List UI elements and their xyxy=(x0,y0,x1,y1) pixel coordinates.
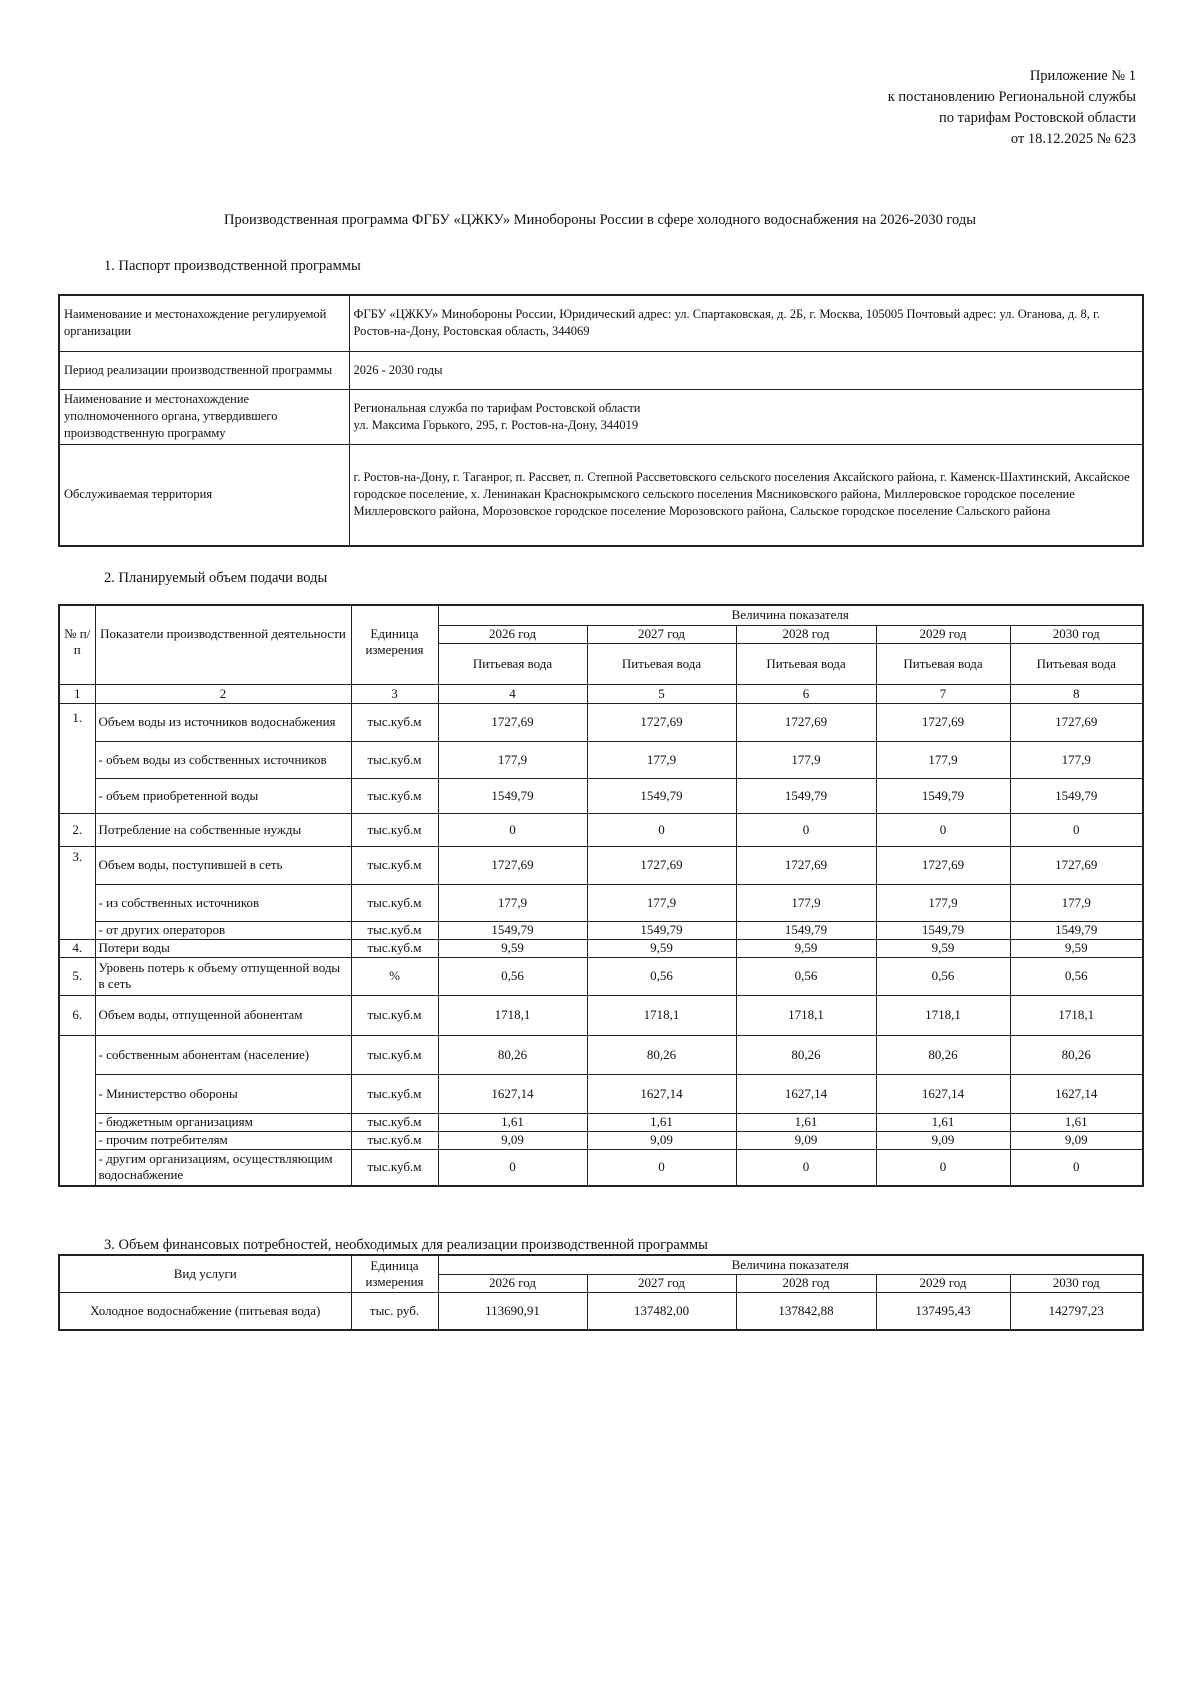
value-cell: 1549,79 xyxy=(736,778,876,813)
document-title: Производственная программа ФГБУ «ЦЖКУ» Минобороны России в сфере холодного водоснабжения на 2026-2030 годы xyxy=(224,212,976,228)
year-cell: 2026 год xyxy=(438,625,587,643)
table-row xyxy=(59,1149,1143,1186)
passport-row xyxy=(59,295,1143,351)
value-cell: 0 xyxy=(438,813,587,846)
value-cell: 1718,1 xyxy=(587,995,736,1035)
table-row xyxy=(59,957,1143,995)
row-unit: % xyxy=(351,957,438,995)
value-cell: 0,56 xyxy=(1010,957,1143,995)
row-label: Объем воды из источников водоснабжения xyxy=(95,703,351,741)
service-name: Холодное водоснабжение (питьевая вода) xyxy=(59,1292,351,1330)
column-number: 7 xyxy=(876,684,1010,703)
passport-row xyxy=(59,444,1143,546)
year-cell: 2028 год xyxy=(736,1274,876,1292)
value-cell: 1627,14 xyxy=(1010,1074,1143,1113)
value-cell: 0,56 xyxy=(876,957,1010,995)
value-cell: 0,56 xyxy=(736,957,876,995)
passport-value: 2026 - 2030 годы xyxy=(349,351,1143,389)
value-cell: 0 xyxy=(876,813,1010,846)
row-label: - прочим потребителям xyxy=(95,1131,351,1149)
value-cell: 9,59 xyxy=(876,939,1010,957)
row-number: 2. xyxy=(59,813,95,846)
header-no: № п/п xyxy=(59,605,95,684)
value-cell: 1727,69 xyxy=(736,703,876,741)
value-cell: 1549,79 xyxy=(587,778,736,813)
value-cell: 177,9 xyxy=(736,884,876,921)
table-row xyxy=(59,1131,1143,1149)
row-unit: тыс.куб.м xyxy=(351,778,438,813)
value-cell: 0 xyxy=(736,1149,876,1186)
service-unit: тыс. руб. xyxy=(351,1292,438,1330)
table-row xyxy=(59,1074,1143,1113)
value-cell: 0 xyxy=(1010,1149,1143,1186)
value-cell: 80,26 xyxy=(1010,1035,1143,1074)
appendix-line-3: по тарифам Ростовской области xyxy=(939,110,1136,126)
value-cell: 1549,79 xyxy=(876,778,1010,813)
value-cell: 1727,69 xyxy=(1010,703,1143,741)
row-label: Потребление на собственные нужды xyxy=(95,813,351,846)
value-cell: 1627,14 xyxy=(876,1074,1010,1113)
passport-row xyxy=(59,351,1143,389)
value-cell: 1718,1 xyxy=(438,995,587,1035)
value-cell: 1718,1 xyxy=(1010,995,1143,1035)
row-unit: тыс.куб.м xyxy=(351,939,438,957)
row-unit: тыс.куб.м xyxy=(351,1131,438,1149)
table-row xyxy=(59,1113,1143,1131)
value-cell: 0 xyxy=(587,813,736,846)
value-cell: 137482,00 xyxy=(587,1292,736,1330)
value-cell: 1549,79 xyxy=(1010,921,1143,939)
year-cell: 2027 год xyxy=(587,625,736,643)
appendix-header xyxy=(888,66,1136,150)
appendix-line-1: Приложение № 1 xyxy=(1029,68,1136,84)
value-cell: 1718,1 xyxy=(876,995,1010,1035)
passport-label: Наименование и местонахождение регулируемой организации xyxy=(59,295,349,351)
value-cell: 1,61 xyxy=(736,1113,876,1131)
appendix-line-4: от 18.12.2025 № 623 xyxy=(1010,131,1136,147)
section-3-heading: 3. Объем финансовых потребностей, необходимых для реализации производственной программы xyxy=(104,1237,708,1253)
value-cell: 0 xyxy=(587,1149,736,1186)
row-number xyxy=(59,1035,95,1186)
row-unit: тыс.куб.м xyxy=(351,1149,438,1186)
passport-table xyxy=(58,294,1144,547)
row-label: - из собственных источников xyxy=(95,884,351,921)
value-cell: 177,9 xyxy=(438,741,587,778)
column-number: 5 xyxy=(587,684,736,703)
value-cell: 1727,69 xyxy=(876,703,1010,741)
value-cell: 177,9 xyxy=(587,884,736,921)
header-unit: Единица измерения xyxy=(351,605,438,684)
authority-address: ул. Максима Горького, 295, г. Ростов-на-Дону, 344019 xyxy=(353,417,639,432)
value-cell: 1627,14 xyxy=(736,1074,876,1113)
appendix-line-2: к постановлению Региональной службы xyxy=(887,89,1136,105)
value-cell: 1727,69 xyxy=(587,703,736,741)
year-cell: 2026 год xyxy=(438,1274,587,1292)
section-1-heading: 1. Паспорт производственной программы xyxy=(104,258,361,274)
value-cell: 1549,79 xyxy=(876,921,1010,939)
row-number: 6. xyxy=(59,995,95,1035)
value-cell: 0 xyxy=(736,813,876,846)
column-number: 6 xyxy=(736,684,876,703)
value-cell: 1,61 xyxy=(438,1113,587,1131)
passport-value: г. Ростов-на-Дону, г. Таганрог, п. Рассвет, п. Степной Рассветовского сельского поселения Аксайского района, г. Каменск-Шахтинский, Аксайское городское поселение, х. Ленинакан Краснокрымского сельского поселения Мясниковского района, Миллеровское городское поселение Миллеровского района, Морозовское городское поселение Морозовского района, Сальское городское поселение Сальского района xyxy=(349,444,1143,546)
passport-label: Наименование и местонахождение уполномоченного органа, утвердившего производственную программу xyxy=(59,389,349,444)
value-cell: 177,9 xyxy=(876,884,1010,921)
column-number: 3 xyxy=(351,684,438,703)
row-number: 1. xyxy=(59,703,95,813)
header-service: Вид услуги xyxy=(59,1255,351,1292)
column-number: 4 xyxy=(438,684,587,703)
table-row xyxy=(59,884,1143,921)
value-cell: 0,56 xyxy=(587,957,736,995)
row-label: Потери воды xyxy=(95,939,351,957)
value-cell: 1549,79 xyxy=(438,921,587,939)
row-number: 3. xyxy=(59,846,95,939)
section-2-heading: 2. Планируемый объем подачи воды xyxy=(104,570,328,586)
value-cell: 1727,69 xyxy=(736,846,876,884)
value-cell: 113690,91 xyxy=(438,1292,587,1330)
row-unit: тыс.куб.м xyxy=(351,884,438,921)
row-unit: тыс.куб.м xyxy=(351,1113,438,1131)
row-unit: тыс.куб.м xyxy=(351,846,438,884)
year-cell: 2028 год xyxy=(736,625,876,643)
value-cell: 1627,14 xyxy=(587,1074,736,1113)
water-type-cell: Питьевая вода xyxy=(587,643,736,684)
value-cell: 80,26 xyxy=(587,1035,736,1074)
row-unit: тыс.куб.м xyxy=(351,741,438,778)
row-label: - от других операторов xyxy=(95,921,351,939)
row-label: - другим организациям, осуществляющим водоснабжение xyxy=(95,1149,351,1186)
value-cell: 177,9 xyxy=(876,741,1010,778)
value-cell: 9,09 xyxy=(438,1131,587,1149)
fin-header-row xyxy=(59,1255,1143,1274)
authority-name: Региональная служба по тарифам Ростовской области xyxy=(353,400,641,415)
value-cell: 9,59 xyxy=(438,939,587,957)
value-cell: 9,09 xyxy=(587,1131,736,1149)
value-cell: 177,9 xyxy=(1010,741,1143,778)
value-cell: 9,59 xyxy=(736,939,876,957)
year-cell: 2029 год xyxy=(876,1274,1010,1292)
column-numbers-row xyxy=(59,684,1143,703)
value-cell: 177,9 xyxy=(1010,884,1143,921)
water-type-cell: Питьевая вода xyxy=(438,643,587,684)
value-cell: 0 xyxy=(438,1149,587,1186)
value-cell: 1727,69 xyxy=(587,846,736,884)
value-cell: 1549,79 xyxy=(438,778,587,813)
water-type-cell: Питьевая вода xyxy=(876,643,1010,684)
year-cell: 2030 год xyxy=(1010,1274,1143,1292)
value-cell: 1727,69 xyxy=(438,703,587,741)
table-row xyxy=(59,995,1143,1035)
value-cell: 0 xyxy=(876,1149,1010,1186)
financial-table xyxy=(58,1254,1144,1331)
value-cell: 177,9 xyxy=(438,884,587,921)
row-label: Уровень потерь к объему отпущенной воды в сеть xyxy=(95,957,351,995)
table-row xyxy=(59,813,1143,846)
value-cell: 1549,79 xyxy=(736,921,876,939)
value-cell: 1,61 xyxy=(1010,1113,1143,1131)
value-cell: 177,9 xyxy=(587,741,736,778)
table-row xyxy=(59,939,1143,957)
value-cell: 80,26 xyxy=(438,1035,587,1074)
row-unit: тыс.куб.м xyxy=(351,1074,438,1113)
passport-label: Обслуживаемая территория xyxy=(59,444,349,546)
year-cell: 2030 год xyxy=(1010,625,1143,643)
value-cell: 9,09 xyxy=(1010,1131,1143,1149)
value-cell: 1727,69 xyxy=(876,846,1010,884)
value-cell: 142797,23 xyxy=(1010,1292,1143,1330)
fin-row xyxy=(59,1292,1143,1330)
row-number: 5. xyxy=(59,957,95,995)
value-cell: 1,61 xyxy=(587,1113,736,1131)
row-unit: тыс.куб.м xyxy=(351,813,438,846)
value-cell: 80,26 xyxy=(876,1035,1010,1074)
value-cell: 177,9 xyxy=(736,741,876,778)
row-label: - бюджетным организациям xyxy=(95,1113,351,1131)
table-row xyxy=(59,741,1143,778)
value-cell: 9,09 xyxy=(876,1131,1010,1149)
value-cell: 137842,88 xyxy=(736,1292,876,1330)
table-row xyxy=(59,846,1143,884)
value-cell: 1727,69 xyxy=(438,846,587,884)
column-number: 1 xyxy=(59,684,95,703)
year-cell: 2027 год xyxy=(587,1274,736,1292)
table-row xyxy=(59,703,1143,741)
header-value: Величина показателя xyxy=(438,605,1143,625)
row-unit: тыс.куб.м xyxy=(351,703,438,741)
passport-row xyxy=(59,389,1143,444)
row-label: - объем воды из собственных источников xyxy=(95,741,351,778)
water-volume-table xyxy=(58,604,1144,1187)
passport-value xyxy=(349,389,1143,444)
row-unit: тыс.куб.м xyxy=(351,995,438,1035)
row-label: Объем воды, отпущенной абонентам xyxy=(95,995,351,1035)
row-unit: тыс.куб.м xyxy=(351,921,438,939)
value-cell: 80,26 xyxy=(736,1035,876,1074)
header-indicator: Показатели производственной деятельности xyxy=(95,605,351,684)
passport-label: Период реализации производственной программы xyxy=(59,351,349,389)
header-unit: Единица измерения xyxy=(351,1255,438,1292)
header-value: Величина показателя xyxy=(438,1255,1143,1274)
value-cell: 1627,14 xyxy=(438,1074,587,1113)
row-label: - Министерство обороны xyxy=(95,1074,351,1113)
value-cell: 9,59 xyxy=(1010,939,1143,957)
row-number: 4. xyxy=(59,939,95,957)
header-row xyxy=(59,605,1143,625)
value-cell: 0,56 xyxy=(438,957,587,995)
table-row xyxy=(59,1035,1143,1074)
row-label: - объем приобретенной воды xyxy=(95,778,351,813)
row-label: Объем воды, поступившей в сеть xyxy=(95,846,351,884)
table-row xyxy=(59,921,1143,939)
value-cell: 137495,43 xyxy=(876,1292,1010,1330)
value-cell: 9,09 xyxy=(736,1131,876,1149)
value-cell: 0 xyxy=(1010,813,1143,846)
year-cell: 2029 год xyxy=(876,625,1010,643)
value-cell: 1549,79 xyxy=(1010,778,1143,813)
column-number: 8 xyxy=(1010,684,1143,703)
value-cell: 1718,1 xyxy=(736,995,876,1035)
row-label: - собственным абонентам (население) xyxy=(95,1035,351,1074)
water-type-cell: Питьевая вода xyxy=(1010,643,1143,684)
column-number: 2 xyxy=(95,684,351,703)
value-cell: 1727,69 xyxy=(1010,846,1143,884)
value-cell: 9,59 xyxy=(587,939,736,957)
row-unit: тыс.куб.м xyxy=(351,1035,438,1074)
passport-value: ФГБУ «ЦЖКУ» Минобороны России, Юридический адрес: ул. Спартаковская, д. 2Б, г. Москва, 105005 Почтовый адрес: ул. Оганова, д. 8, г. Ростов-на-Дону, Ростовская область, 344069 xyxy=(349,295,1143,351)
table-row xyxy=(59,778,1143,813)
value-cell: 1549,79 xyxy=(587,921,736,939)
water-type-cell: Питьевая вода xyxy=(736,643,876,684)
value-cell: 1,61 xyxy=(876,1113,1010,1131)
